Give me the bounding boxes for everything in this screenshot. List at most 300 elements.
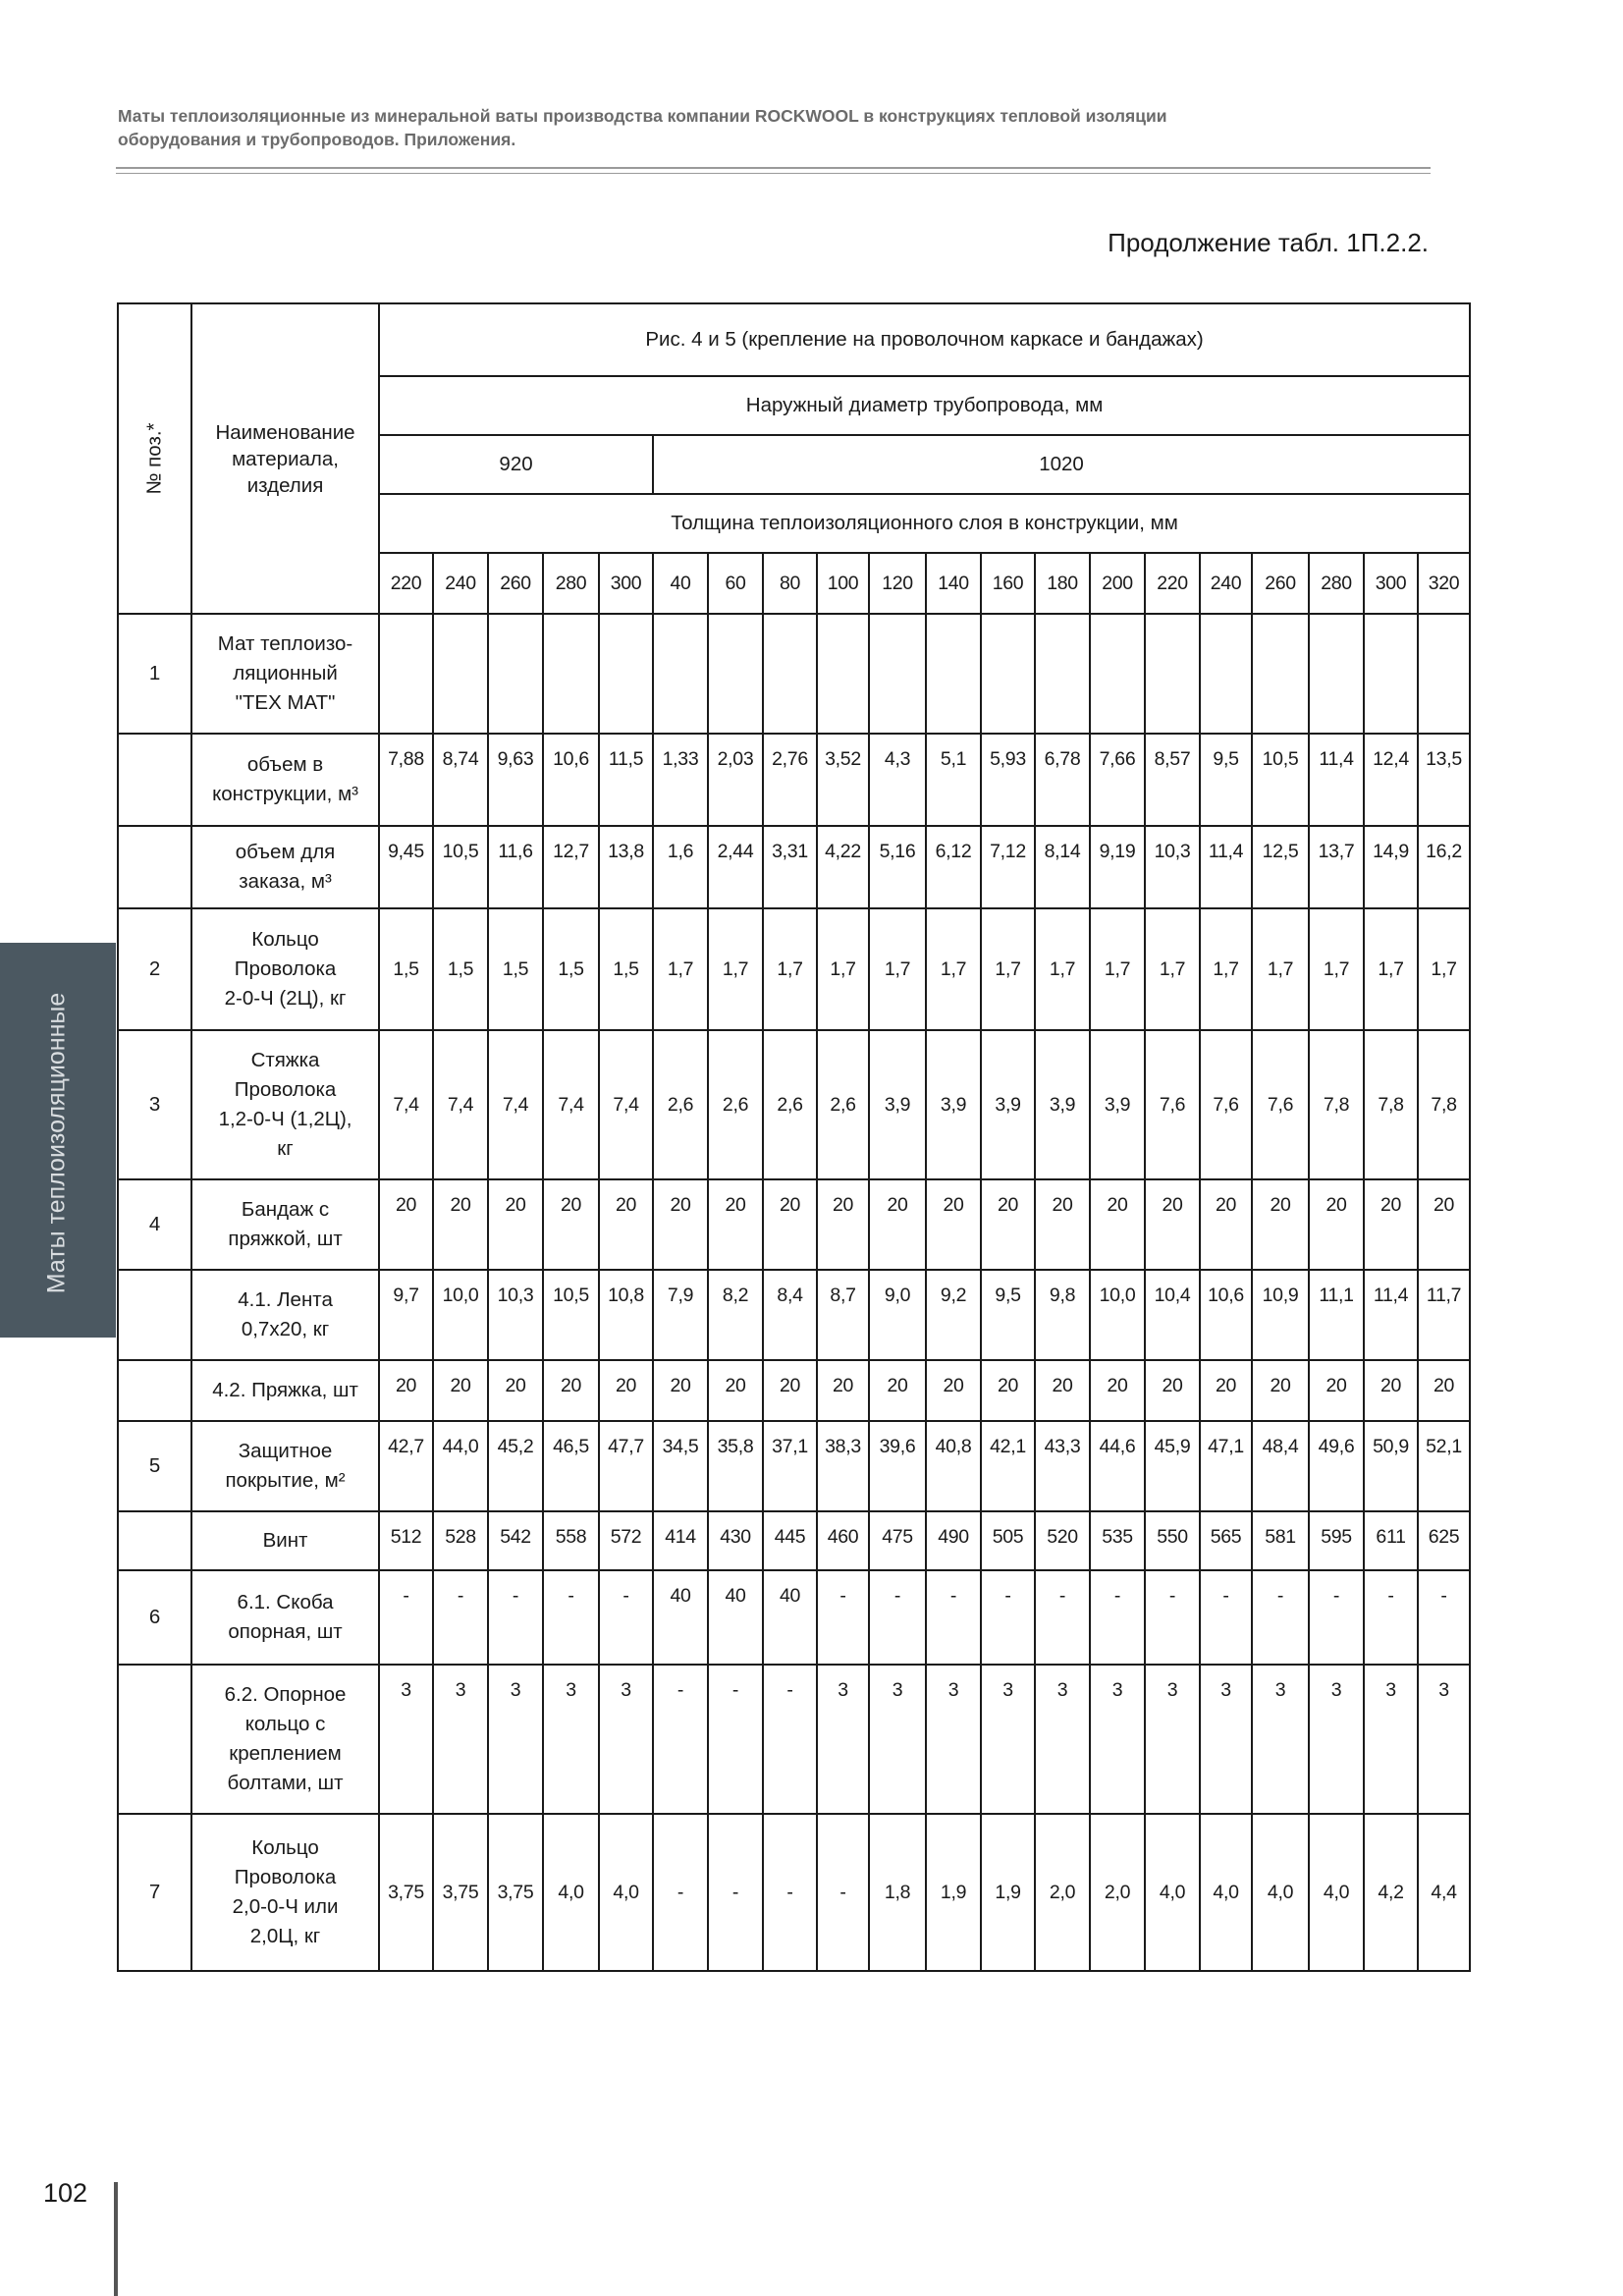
table-cell: - [1035,1570,1090,1665]
table-cell: 20 [1035,1360,1090,1421]
table-cell [1090,614,1145,734]
col-header-name: Наименование материала, изделия [191,303,379,614]
table-row [118,1030,1470,1179]
table-cell: - [599,1570,653,1665]
table-cell: - [1200,1570,1252,1665]
table-cell: 2,6 [653,1030,708,1179]
thickness-value: 180 [1035,553,1090,614]
table-cell: 4,0 [543,1814,599,1971]
row-material-name [191,1511,379,1570]
col-header-position-label: № поз.* [142,422,166,495]
table-row [118,1421,1470,1511]
table-cell: 1,7 [981,908,1035,1030]
thickness-value: 260 [488,553,543,614]
table-cell: 520 [1035,1511,1090,1570]
table-cell: 4,22 [817,826,869,908]
table-cell: 11,1 [1309,1270,1364,1360]
table-cell: 1,5 [488,908,543,1030]
row-position-number [118,1665,191,1814]
row-material-name [191,1270,379,1360]
row-material-name-text: Защитное покрытие, м² [225,1440,346,1492]
table-cell: - [708,1814,763,1971]
table-cell: 12,5 [1252,826,1309,908]
table-cell: 20 [763,1360,817,1421]
row-position-number: 6 [118,1570,191,1665]
table-cell [817,614,869,734]
table-cell: 625 [1418,1511,1470,1570]
table-cell: 10,0 [1090,1270,1145,1360]
table-cell: 581 [1252,1511,1309,1570]
table-cell: 3,9 [981,1030,1035,1179]
table-cell: 39,6 [869,1421,926,1511]
table-cell: 12,4 [1364,734,1418,826]
table-cell: 7,12 [981,826,1035,908]
table-cell: 20 [379,1179,433,1270]
table-cell: 20 [1364,1360,1418,1421]
thickness-value: 120 [869,553,926,614]
table-cell: 550 [1145,1511,1200,1570]
fig-header: Рис. 4 и 5 (крепление на проволочном каркасе и бандажах) [379,303,1470,376]
table-cell: 1,7 [1090,908,1145,1030]
table-cell: 7,6 [1200,1030,1252,1179]
table-cell: 7,88 [379,734,433,826]
row-material-name-text: Мат теплоизо- ляционный "ТЕХ МАТ" [217,632,353,714]
table-cell: 11,4 [1364,1270,1418,1360]
table-cell: 572 [599,1511,653,1570]
table-cell: 7,8 [1309,1030,1364,1179]
table-cell: 5,1 [926,734,981,826]
table-cell: 3,75 [488,1814,543,1971]
table-cell: - [817,1814,869,1971]
table-row [118,1570,1470,1665]
table-cell: 20 [1145,1179,1200,1270]
table-cell: 7,8 [1364,1030,1418,1179]
table-cell: 5,16 [869,826,926,908]
table-cell: 2,6 [817,1030,869,1179]
table-cell: 1,9 [981,1814,1035,1971]
table-cell: 3 [817,1665,869,1814]
table-cell: 1,9 [926,1814,981,1971]
table-cell: 49,6 [1309,1421,1364,1511]
row-position-number [118,1511,191,1570]
row-position-number: 3 [118,1030,191,1179]
table-cell: 3,52 [817,734,869,826]
col-header-position [118,303,191,614]
table-cell: 10,4 [1145,1270,1200,1360]
running-header-line1: Маты теплоизоляционные из минеральной ваты производства компании ROCKWOOL в конструкциях тепловой изоляции [118,106,1167,126]
table-cell: 20 [1309,1179,1364,1270]
table-cell [981,614,1035,734]
row-material-name-text: объем для заказа, м³ [235,841,336,893]
table-cell: 4,0 [1200,1814,1252,1971]
table-cell [1364,614,1418,734]
thickness-value: 140 [926,553,981,614]
thickness-value: 280 [543,553,599,614]
table-cell: 42,7 [379,1421,433,1511]
table-cell: 52,1 [1418,1421,1470,1511]
table-cell: 11,6 [488,826,543,908]
table-cell: 11,7 [1418,1270,1470,1360]
table-cell: - [488,1570,543,1665]
table-cell: 595 [1309,1511,1364,1570]
table-cell: 47,1 [1200,1421,1252,1511]
table-cell: 4,0 [1309,1814,1364,1971]
table-cell: 4,0 [599,1814,653,1971]
table-cell: 8,2 [708,1270,763,1360]
table-cell: 20 [869,1360,926,1421]
running-header-line2: оборудования и трубопроводов. Приложения. [118,130,516,149]
table-cell: 512 [379,1511,433,1570]
table-cell: 3 [1418,1665,1470,1814]
table-row [118,826,1470,908]
table-cell: 50,9 [1364,1421,1418,1511]
table-cell: 20 [708,1360,763,1421]
row-position-number [118,1360,191,1421]
table-cell: - [926,1570,981,1665]
thickness-value: 60 [708,553,763,614]
table-cell: 490 [926,1511,981,1570]
table-cell: 8,57 [1145,734,1200,826]
table-cell: 3 [1309,1665,1364,1814]
table-cell: 20 [1364,1179,1418,1270]
thickness-header: Толщина теплоизоляционного слоя в конструкции, мм [379,494,1470,553]
table-cell: 10,5 [433,826,488,908]
table-cell: 20 [599,1179,653,1270]
table-cell: 1,6 [653,826,708,908]
table-cell: 1,5 [599,908,653,1030]
row-material-name [191,734,379,826]
table-cell [1418,614,1470,734]
table-cell: 7,9 [653,1270,708,1360]
table-cell: 7,4 [543,1030,599,1179]
table-cell: 1,7 [926,908,981,1030]
table-cell: 3 [488,1665,543,1814]
table-cell: 20 [926,1179,981,1270]
table-cell: 20 [599,1360,653,1421]
table-cell: 1,7 [817,908,869,1030]
table-cell: 2,44 [708,826,763,908]
table-cell: 505 [981,1511,1035,1570]
table-cell: 445 [763,1511,817,1570]
thickness-value: 160 [981,553,1035,614]
table-cell: 7,4 [488,1030,543,1179]
table-cell: 10,3 [1145,826,1200,908]
thickness-value: 40 [653,553,708,614]
table-cell: 45,2 [488,1421,543,1511]
header-row-figure [118,303,1470,376]
table-cell: 20 [1252,1360,1309,1421]
table-cell: 3 [926,1665,981,1814]
table-cell: 1,7 [1309,908,1364,1030]
table-cell: 1,7 [1200,908,1252,1030]
table-cell: 3 [1364,1665,1418,1814]
table-cell: 1,7 [1252,908,1309,1030]
table-cell: - [1090,1570,1145,1665]
table-cell [763,614,817,734]
table-cell: 8,4 [763,1270,817,1360]
table-cell: 10,5 [543,1270,599,1360]
table-row [118,734,1470,826]
table-cell: 16,2 [1418,826,1470,908]
table-cell: 42,1 [981,1421,1035,1511]
table-cell: 45,9 [1145,1421,1200,1511]
table-cell: 4,0 [1252,1814,1309,1971]
table-cell: 1,7 [1145,908,1200,1030]
row-material-name [191,1179,379,1270]
table-cell: 7,6 [1145,1030,1200,1179]
table-cell: 9,2 [926,1270,981,1360]
table-cell: 20 [379,1360,433,1421]
table-cell: 10,9 [1252,1270,1309,1360]
table-cell: 37,1 [763,1421,817,1511]
row-material-name-text: Стяжка Проволока 1,2-0-Ч (1,2Ц), кг [218,1049,352,1160]
table-cell: - [981,1570,1035,1665]
table-cell: 43,3 [1035,1421,1090,1511]
table-cell: - [708,1665,763,1814]
table-cell: 1,5 [543,908,599,1030]
table-cell: 3,75 [379,1814,433,1971]
table-cell: - [379,1570,433,1665]
table-cell: 20 [1418,1360,1470,1421]
table-cell: - [653,1665,708,1814]
table-cell: 3 [1145,1665,1200,1814]
thickness-value: 220 [379,553,433,614]
row-material-name-text: Кольцо Проволока 2,0-0-Ч или 2,0Ц, кг [232,1836,339,1947]
table-cell: 3 [543,1665,599,1814]
table-cell: 20 [488,1179,543,1270]
row-material-name-text: 4.1. Лента 0,7х20, кг [238,1288,333,1340]
table-cell: 20 [869,1179,926,1270]
table-cell: 3,9 [1090,1030,1145,1179]
table-cell: 1,7 [1418,908,1470,1030]
table-cell: - [433,1570,488,1665]
table-cell: 14,9 [1364,826,1418,908]
table-cell: 3 [1035,1665,1090,1814]
table-cell: 10,3 [488,1270,543,1360]
row-material-name [191,1814,379,1971]
table-cell: 20 [543,1360,599,1421]
table-cell: 611 [1364,1511,1418,1570]
thickness-value: 260 [1252,553,1309,614]
row-position-number [118,1270,191,1360]
table-cell: 414 [653,1511,708,1570]
table-cell [1309,614,1364,734]
table-cell: 11,4 [1309,734,1364,826]
table-cell: 20 [1145,1360,1200,1421]
row-material-name [191,1030,379,1179]
table-cell: - [817,1570,869,1665]
table-cell: 1,7 [869,908,926,1030]
thickness-value: 320 [1418,553,1470,614]
table-cell: 6,78 [1035,734,1090,826]
table-cell: 2,6 [763,1030,817,1179]
row-material-name [191,614,379,734]
table-cell: 6,12 [926,826,981,908]
table-cell: 542 [488,1511,543,1570]
header-divider [116,167,1431,169]
table-cell: 20 [543,1179,599,1270]
table-cell [653,614,708,734]
table-cell: 20 [981,1179,1035,1270]
table-cell [543,614,599,734]
row-position-number: 1 [118,614,191,734]
table-cell: - [869,1570,926,1665]
table-cell: 3 [1200,1665,1252,1814]
table-cell: 44,0 [433,1421,488,1511]
diameter-920: 920 [379,435,653,494]
diameter-1020: 1020 [653,435,1470,494]
table-cell: 10,0 [433,1270,488,1360]
table-row [118,1814,1470,1971]
table-cell: 558 [543,1511,599,1570]
table-cell [869,614,926,734]
page-number-rule [114,2182,118,2296]
table-cell: 9,5 [1200,734,1252,826]
table-cell: 2,0 [1035,1814,1090,1971]
row-material-name [191,826,379,908]
table-cell: 46,5 [543,1421,599,1511]
table-cell: 20 [708,1179,763,1270]
thickness-value: 280 [1309,553,1364,614]
row-material-name-text: объем в конструкции, м³ [212,753,358,805]
table-cell: 7,8 [1418,1030,1470,1179]
table-cell: 1,5 [379,908,433,1030]
table-cell: 13,5 [1418,734,1470,826]
table-cell: 20 [1090,1179,1145,1270]
table-cell: 10,8 [599,1270,653,1360]
table-cell: 40 [763,1570,817,1665]
table-cell: 3,31 [763,826,817,908]
table-cell: 475 [869,1511,926,1570]
table-row [118,1179,1470,1270]
table-cell [379,614,433,734]
row-position-number [118,826,191,908]
table-cell: 8,7 [817,1270,869,1360]
table-cell: 47,7 [599,1421,653,1511]
row-position-number: 5 [118,1421,191,1511]
table-cell: 9,45 [379,826,433,908]
row-material-name [191,1360,379,1421]
table-cell: - [653,1814,708,1971]
table-cell: 430 [708,1511,763,1570]
table-cell: 13,8 [599,826,653,908]
row-material-name-text: Бандаж с пряжкой, шт [228,1198,343,1250]
table-cell: 1,7 [1364,908,1418,1030]
table-cell [488,614,543,734]
table-cell: - [1145,1570,1200,1665]
table-cell [1145,614,1200,734]
running-header [118,104,1434,151]
table-cell: 10,6 [543,734,599,826]
row-material-name-text: Кольцо Проволока 2-0-Ч (2Ц), кг [224,928,347,1010]
table-cell: 2,76 [763,734,817,826]
table-cell: 10,5 [1252,734,1309,826]
table-cell: 535 [1090,1511,1145,1570]
table-cell: 20 [817,1360,869,1421]
section-side-tab-label: Маты теплоизоляционные [42,992,71,1294]
table-cell: 3 [869,1665,926,1814]
table-cell [1200,614,1252,734]
table-cell: 9,63 [488,734,543,826]
table-cell: 7,66 [1090,734,1145,826]
table-cell: 12,7 [543,826,599,908]
row-position-number: 7 [118,1814,191,1971]
table-row [118,1360,1470,1421]
table-cell: 11,5 [599,734,653,826]
table-cell: 48,4 [1252,1421,1309,1511]
table-cell: 44,6 [1090,1421,1145,1511]
table-cell: 9,5 [981,1270,1035,1360]
page-number: 102 [43,2178,88,2208]
table-cell: 3 [1090,1665,1145,1814]
table-cell: 7,4 [599,1030,653,1179]
table-cell: - [1364,1570,1418,1665]
table-cell: 3 [599,1665,653,1814]
table-cell: 4,2 [1364,1814,1418,1971]
row-position-number [118,734,191,826]
table-cell: 20 [1418,1179,1470,1270]
thickness-value: 200 [1090,553,1145,614]
table-cell: 20 [763,1179,817,1270]
table-cell: 2,03 [708,734,763,826]
thickness-value: 100 [817,553,869,614]
thickness-value: 220 [1145,553,1200,614]
table-cell: 3 [379,1665,433,1814]
row-position-number: 4 [118,1179,191,1270]
table-cell: 20 [1200,1179,1252,1270]
table-cell: 1,7 [653,908,708,1030]
table-cell: 9,8 [1035,1270,1090,1360]
table-cell: 1,7 [763,908,817,1030]
table-cell: 8,14 [1035,826,1090,908]
table-cell: 1,7 [708,908,763,1030]
table-cell: 40 [653,1570,708,1665]
table-cell: 13,7 [1309,826,1364,908]
thickness-value: 300 [599,553,653,614]
table-row [118,1511,1470,1570]
table-cell: 1,7 [1035,908,1090,1030]
table-cell: 3,75 [433,1814,488,1971]
table-cell: 20 [433,1360,488,1421]
diameter-header: Наружный диаметр трубопровода, мм [379,376,1470,435]
table-cell: 4,4 [1418,1814,1470,1971]
table-cell: 20 [653,1360,708,1421]
table-cell: 20 [653,1179,708,1270]
table-cell: 10,6 [1200,1270,1252,1360]
table-cell: 3,9 [869,1030,926,1179]
table-cell: 40 [708,1570,763,1665]
row-material-name [191,1421,379,1511]
thickness-value: 80 [763,553,817,614]
row-position-number: 2 [118,908,191,1030]
table-cell: 20 [926,1360,981,1421]
table-cell: 1,5 [433,908,488,1030]
table-cell: 40,8 [926,1421,981,1511]
table-cell: - [543,1570,599,1665]
table-cell: 3 [433,1665,488,1814]
table-cell: - [763,1665,817,1814]
table-cell: 1,33 [653,734,708,826]
table-cell: 35,8 [708,1421,763,1511]
row-material-name-text: 6.1. Скоба опорная, шт [228,1591,343,1643]
table-cell [1252,614,1309,734]
table-cell: 3 [981,1665,1035,1814]
table-cell: 5,93 [981,734,1035,826]
row-material-name [191,1570,379,1665]
table-cell: 9,19 [1090,826,1145,908]
table-cell: 9,7 [379,1270,433,1360]
row-material-name-text: 4.2. Пряжка, шт [212,1379,358,1401]
